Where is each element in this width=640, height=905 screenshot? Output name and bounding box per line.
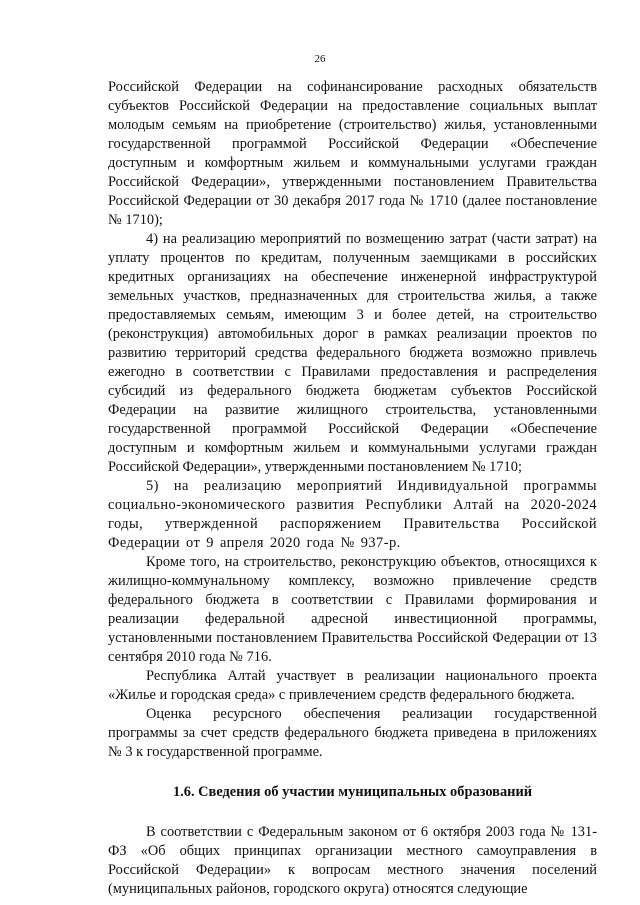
paragraph-item-5: 5) на реализацию мероприятий Индивидуальной программы социально-экономического развития Республики Алтай на 2020-2024 годы, утвержденной распоряжением Правительства Российской Федерации от 9 апреля 2020 года № 937-р. (108, 478, 597, 551)
paragraph-resource-assessment: Оценка ресурсного обеспечения реализации государственной программы за счет средств федерального бюджета приведена в приложениях № 3 к государственной программе. (108, 706, 597, 760)
paragraph-federal-investment: Кроме того, на строительство, реконструкцию объектов, относящихся к жилищно-коммунальному комплексу, возможно привлечение средств федерального бюджета в соответствии с Правилами формирования и реализации федеральной адресной инвестиционной программы, установленными постановлением Правительства Российской Федерации от 13 сентября 2010 года № 716. (108, 554, 597, 665)
page-number: 26 (314, 53, 326, 65)
paragraph-continuation: Российской Федерации на софинансирование расходных обязательств субъектов Российской Федерации на предоставление социальных выплат молодым семьям на приобретение (строительство) жилья, установленными государственной программой Российской Федерации «Обеспечение доступным и комфортным жильем и коммунальными услугами граждан Российской Федерации», утвержденными постановлением Правительства Российской Федерации от 30 декабря 2017 года № 1710 (далее постановление № 1710); (108, 79, 597, 228)
section-heading: 1.6. Сведения об участии муниципальных образований (172, 784, 533, 800)
paragraph-item-4: 4) на реализацию мероприятий по возмещению затрат (части затрат) на уплату процентов по кредитам, полученным заемщиками в российских кредитных организациях на обеспечение инженерной инфраструктурой земельных участков, предназначенных для строительства жилья, а также предоставляемых семьям, имеющим 3 и более детей, на строительство (реконструкция) автомобильных дорог в рамках реализации проектов по развитию территорий средства федерального бюджета возможно привлечь ежегодно в соответствии с Правилами предоставления и распределения субсидий из федерального бюджета бюджетам субъектов Российской Федерации на развитие жилищного строительства, установленными государственной программой Российской Федерации «Обеспечение доступным и комфортным жильем и коммунальными услугами граждан Российской Федерации», утвержденными постановлением № 1710; (108, 231, 597, 475)
paragraph-national-project: Республика Алтай участвует в реализации национального проекта «Жилье и городская среда» с привлечением средств федерального бюджета. (108, 668, 597, 703)
document-body (108, 78, 597, 899)
paragraph-municipal-participation: В соответствии с Федеральным законом от 6 октября 2003 года № 131-ФЗ «Об общих принципах организации местного самоуправления в Российской Федерации» к вопросам местного значения поселений (муниципальных районов, городского округа) относятся следующие (108, 824, 597, 897)
